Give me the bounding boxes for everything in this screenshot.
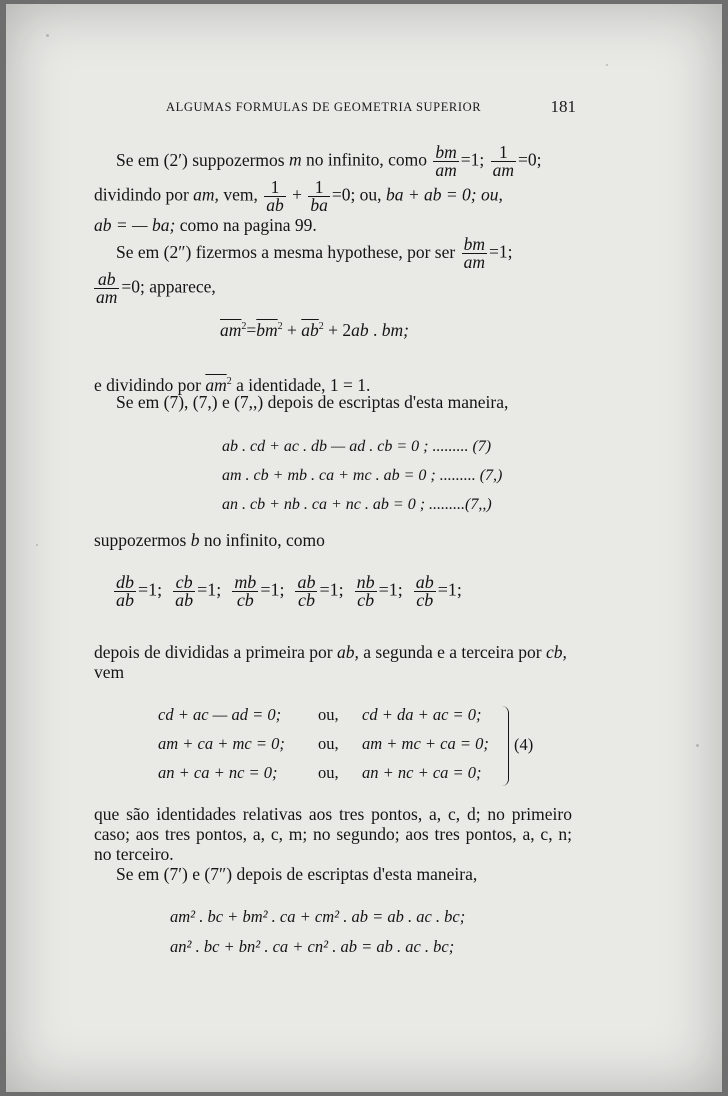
paragraph-5: suppozermos b no infinito, como [94,530,325,550]
ratios-row: $\frac{db}{ab}$ =1; $\frac{cb}{ab}$ =1; $\frac{mb}{cb}$ =1; $\frac{ab}{cb}$ =1; $\frac{nb}{cb}$ =1; $\frac{ab}{cb}$ =1; [116,572,462,610]
ratio: $\frac{mb}{cb}$ [234,572,257,610]
paper-speck [606,64,608,66]
right-brace [502,706,509,786]
paragraph-2: Se em (2″) fizermos a mesma hypothese, por ser $\frac{bm}{am}$ =1; $\frac{ab}{am}$ =0; apparece, [96,234,513,307]
paper-speck [36,544,38,546]
paper-speck [46,34,49,37]
final-equation-2: an² . bc + bn² . ca + cn² . ab = ab . ac . bc; [170,937,455,956]
ratio: $\frac{nb}{cb}$ [356,572,375,610]
fraction-bm-am: $\frac{bm}{am}$ [435,142,457,180]
page-number: 181 [550,97,576,116]
fraction-1-am: $\frac{1}{am}$ [492,142,515,180]
equation-system-4: cd + ac — ad = 0; ou, cd + da + ac = 0; am + ca + mc = 0; ou, am + mc + ca = 0; an + ca + nc = 0; ou, an + nc + ca = 0; [158,705,489,782]
paragraph-3: e dividindo por $\overline{am}^2$ a identidade, 1 = 1. [94,374,371,395]
final-equation-1: am² . bc + bm² . ca + cm² . ab = ab . ac . bc; [170,907,466,926]
ratio: $\frac{cb}{ab}$ [175,572,194,610]
paragraph-4: Se em (7), (7,) e (7,,) depois de escriptas d'esta maneira, [116,392,509,412]
fraction-ab-am: $\frac{ab}{am}$ [96,269,118,307]
running-header [166,97,576,116]
main-equation: $\overline{am}^2=\overline{bm}^2 + \overline{ab}^2 + 2ab$ . bm; [220,320,409,340]
fraction-bm-am: $\frac{bm}{am}$ [463,234,485,272]
paragraph-1: Se em (2′) suppozermos m no infinito, como $\frac{bm}{am}$ =1; $\frac{1}{am}$ =0; dividindo por am, vem, $\frac{1}{ab}$ + $\frac{1}{ba}$ =0; ou, ba + ab = 0; ou, ab = — ba; como na pagina 99. [94,142,542,235]
paragraph-8: Se em (7′) e (7″) depois de escriptas d'esta maneira, [116,864,478,884]
fraction-1-ba: $\frac{1}{ba}$ [310,177,328,215]
paragraph-7: que são identidades relativas aos tres pontos, a, c, d; no primeiro caso; aos tres pontos, a, c, m; no segundo; aos tres pontos, a, c, n; no terceiro. [94,804,572,864]
equation-system-final [170,902,465,962]
ratio: $\frac{ab}{cb}$ [415,572,434,610]
paragraph-6: depois de divididas a primeira por ab, a segunda e a terceira por cb, vem [94,642,567,682]
book-page [6,4,722,1092]
equation-7-second: an . cb + nb . ca + nc . ab = 0 ; .........(7,,) [222,496,492,513]
fraction-1-ab: $\frac{1}{ab}$ [266,177,284,215]
paper-speck [696,744,699,747]
equation-7: ab . cd + ac . db — ad . cb = 0 ; ......... (7) [222,438,492,455]
ratio: $\frac{ab}{cb}$ [297,572,316,610]
running-title: ALGUMAS FORMULAS DE GEOMETRIA SUPERIOR [166,100,482,114]
equation-system-7 [222,432,502,519]
ratio: $\frac{db}{ab}$ [116,572,134,610]
equation-7-prime: am . cb + mb . ca + mc . ab = 0 ; ......... (7,) [222,467,503,484]
equation-label-4: (4) [514,735,534,754]
